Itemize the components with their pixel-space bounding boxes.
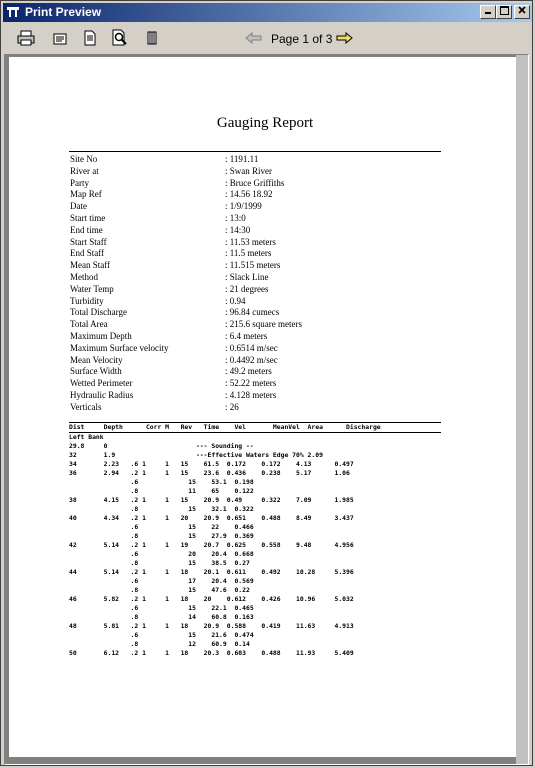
header-rule xyxy=(69,151,441,152)
table-row: .6 20 20.4 0.668 xyxy=(69,550,254,558)
field-value: : 96.84 cumecs xyxy=(225,307,280,318)
prev-page-icon xyxy=(245,31,263,45)
table-row: 38 4.15 .2 1 1 15 20.9 0.49 0.322 7.09 1.985 xyxy=(69,496,354,504)
field-label: Hydraulic Radius xyxy=(70,390,134,400)
field-value: : 4.128 meters xyxy=(225,390,277,400)
field-value: : Slack Line xyxy=(225,272,269,282)
table-body xyxy=(69,433,354,658)
field-value: : 1/9/1999 xyxy=(225,201,262,212)
next-page-button[interactable] xyxy=(333,27,355,49)
table-row: .6 15 22 0.466 xyxy=(69,523,254,531)
maximize-button[interactable] xyxy=(496,5,512,19)
minimize-icon xyxy=(484,6,492,14)
table-row: .8 15 27.9 0.369 xyxy=(69,532,254,540)
field-label: Start time xyxy=(70,213,106,223)
zoom-icon xyxy=(111,29,129,47)
table-row: .6 15 21.6 0.474 xyxy=(69,631,254,639)
table-row: Left Bank xyxy=(69,433,104,441)
field-label: Water Temp xyxy=(70,283,114,294)
table-row: 50 6.12 .2 1 1 18 20.3 0.603 0.488 11.93 5.409 xyxy=(69,649,354,657)
table-row: 44 5.14 .2 1 1 18 20.1 0.611 0.492 10.28 5.396 xyxy=(69,568,354,576)
close-icon xyxy=(518,6,526,14)
field-value: : 49.2 meters xyxy=(225,366,272,377)
page-setup-icon xyxy=(52,30,68,46)
field-label: Maximum Surface velocity xyxy=(70,342,169,353)
field-value: : 11.53 meters xyxy=(225,236,276,247)
maximize-icon xyxy=(500,6,509,15)
table-row: 36 2.94 .2 1 1 15 23.6 0.436 0.238 5.17 1.06 xyxy=(69,469,350,477)
table-row: 46 5.82 .2 1 1 18 20 0.612 0.426 10.96 5.032 xyxy=(69,595,354,603)
field-value: : 26 xyxy=(225,401,239,412)
close-preview-icon xyxy=(146,31,158,45)
field-label: Maximum Depth xyxy=(70,331,132,341)
prev-page-button[interactable] xyxy=(243,27,265,49)
field-label: Surface Width xyxy=(70,366,122,377)
page-indicator: Page 1 of 3 xyxy=(271,32,333,46)
field-value: : 215.6 square meters xyxy=(225,319,302,330)
field-label: Method xyxy=(70,272,98,282)
field-label: River at xyxy=(70,165,99,176)
table-row: .8 15 38.5 0.27 xyxy=(69,559,250,567)
field-label: Map Ref xyxy=(70,189,102,200)
field-label: Mean Staff xyxy=(70,260,111,271)
field-label: Total Discharge xyxy=(70,307,127,318)
field-label: Date xyxy=(70,201,87,212)
table-row: .8 15 32.1 0.322 xyxy=(69,505,254,513)
toolbar xyxy=(3,24,532,52)
field-value: : 52.22 meters xyxy=(225,378,277,389)
field-value: : 14.56 18.92 xyxy=(225,189,273,200)
printer-icon xyxy=(17,30,35,46)
title-bar[interactable] xyxy=(3,3,532,22)
print-button[interactable] xyxy=(15,27,37,49)
field-label: Verticals xyxy=(70,401,102,412)
field-label: End time xyxy=(70,224,103,235)
field-value: : 0.94 xyxy=(225,295,246,306)
report-page xyxy=(9,57,521,757)
field-label: Site No xyxy=(70,154,98,164)
table-row: 32 1.9 ---Effective Waters Edge 70% 2.09 xyxy=(69,451,323,459)
table-row: 42 5.14 .2 1 1 19 20.7 0.625 0.558 9.48 4.956 xyxy=(69,541,354,549)
field-value: : 11.515 meters xyxy=(225,260,281,271)
field-value: : Bruce Griffiths xyxy=(225,177,285,188)
field-value: : Swan River xyxy=(225,165,272,176)
table-row: .8 12 60.9 0.14 xyxy=(69,640,250,648)
report-title: Gauging Report xyxy=(216,115,314,131)
zoom-button[interactable] xyxy=(109,27,131,49)
single-page-icon xyxy=(83,30,97,46)
field-value: : 0.4492 m/sec xyxy=(225,354,278,365)
window-title: Print Preview xyxy=(25,5,102,19)
table-row: 34 2.23 .6 1 1 15 61.5 0.172 0.172 4.13 0.497 xyxy=(69,460,354,468)
table-row: .6 15 53.1 0.198 xyxy=(69,478,254,486)
preview-area[interactable] xyxy=(4,54,529,765)
field-value: : 11.5 meters xyxy=(225,248,272,259)
field-label: Turbidity xyxy=(70,295,104,306)
field-label: Total Area xyxy=(70,319,108,330)
field-label: End Staff xyxy=(70,248,105,259)
field-value: : 1191.11 xyxy=(225,154,259,164)
next-page-icon xyxy=(335,31,353,45)
table-row: .8 15 47.6 0.22 xyxy=(69,586,250,594)
field-label: Mean Velocity xyxy=(70,354,123,365)
field-value: : 13:0 xyxy=(225,213,246,223)
field-value: : 14:30 xyxy=(225,224,251,235)
table-row: .8 11 65 0.122 xyxy=(69,487,254,495)
table-row: 40 4.34 .2 1 1 20 20.9 0.651 0.488 8.49 3.437 xyxy=(69,514,354,522)
minimize-button[interactable] xyxy=(480,5,496,19)
table-row: 29.8 0 --- Sounding -- xyxy=(69,442,254,450)
table-row: 48 5.81 .2 1 1 18 20.9 0.588 0.419 11.63 4.913 xyxy=(69,622,354,630)
app-icon xyxy=(6,6,20,18)
field-label: Party xyxy=(70,177,89,188)
vertical-scrollbar[interactable] xyxy=(516,55,528,764)
field-value: : 21 degrees xyxy=(225,283,269,294)
table-row: .8 14 60.8 0.163 xyxy=(69,613,254,621)
field-value: : 0.6514 m/sec xyxy=(225,342,278,353)
single-page-button[interactable] xyxy=(79,27,101,49)
field-label: Wetted Perimeter xyxy=(70,378,133,389)
table-header: Dist Depth Corr M Rev Time Vel MeanVel Area Discharge xyxy=(69,423,381,431)
page-setup-button[interactable] xyxy=(49,27,71,49)
table-row: .6 17 20.4 0.569 xyxy=(69,577,254,585)
close-preview-button[interactable] xyxy=(141,27,163,49)
table-row: .6 15 22.1 0.465 xyxy=(69,604,254,612)
close-button[interactable] xyxy=(514,5,530,19)
field-value: : 6.4 meters xyxy=(225,331,268,341)
field-label: Start Staff xyxy=(70,236,107,247)
